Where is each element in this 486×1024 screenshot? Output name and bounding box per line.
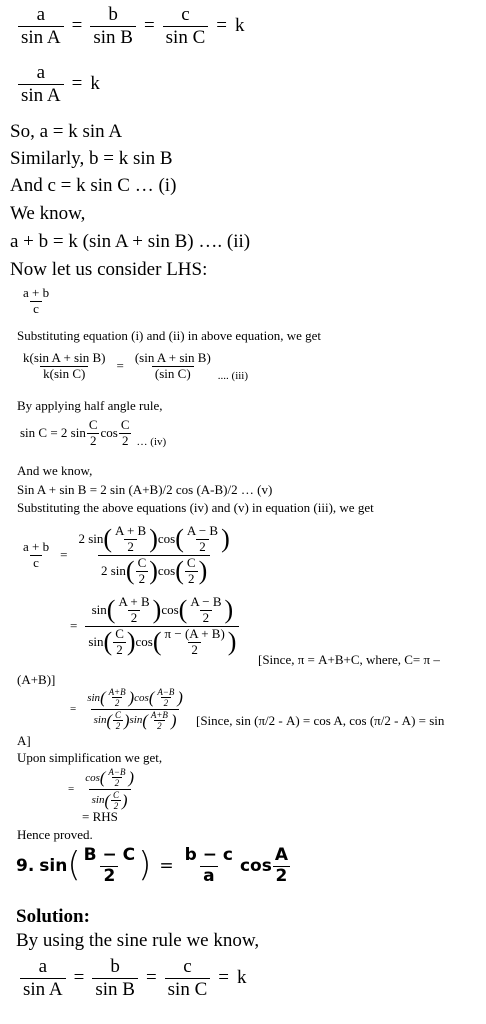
constant-k: k — [234, 15, 245, 37]
frac-c: C — [113, 789, 120, 800]
sin: sin — [91, 601, 107, 617]
q9-sin: sin — [39, 856, 68, 877]
a-plus-b: A + B — [115, 523, 147, 538]
frac-2: 2 — [100, 866, 118, 887]
numerator-c: c — [181, 4, 190, 25]
equation-viii: = sin ( $\frac{A+B}{2}$ ) cos ( $\frac{A-B}{2}$ ) sin ( $\frac{C}{2}$ ) sin ( $\frac{A+B}{2}$ ) — [62, 687, 186, 731]
equation-iv — [20, 418, 166, 449]
cos: cos — [157, 530, 176, 546]
eq7-note-cont: (A+B)] — [17, 672, 56, 687]
frac-2: 2 — [128, 610, 141, 626]
sin: sin — [129, 714, 143, 727]
line-so: So, a = k sin A — [10, 121, 123, 142]
cos: cos — [134, 691, 149, 704]
sine-rule-intro: By using the sine rule we know, — [16, 930, 260, 951]
b-minus-c: b − c — [184, 845, 233, 865]
eq7-big-fraction: sin ( $\frac{A + B}{2}$ ) cos ( $\frac{A - B}{2}$ ) sin ( $\frac{C}{2}$ ) cos ( $\frac{\pi - (A + B)}{2}$ ) — [85, 595, 239, 658]
a-plus-b: A + B — [118, 594, 150, 609]
denominator-sin-a: sin A — [20, 978, 66, 1001]
frac-c: C — [115, 709, 122, 720]
eq8-note: [Since, sin (π/2 - A) = cos A, cos (π/2 - A) = sin — [196, 713, 445, 728]
frac-c: C — [120, 417, 130, 432]
line-sum: a + b = k (sin A + sin B) …. (ii) — [10, 231, 251, 252]
frac-2: 2 — [113, 642, 126, 658]
sin: sin — [87, 691, 101, 704]
frac-2: 2 — [87, 433, 100, 449]
frac-2: 2 — [273, 866, 291, 887]
question-number: 9. — [16, 856, 35, 877]
q9-cos: cos — [239, 856, 272, 877]
a-plus-b: A+B — [150, 709, 168, 720]
eq4-tag: … (iv) — [136, 436, 167, 449]
line-now: Now let us consider LHS: — [10, 259, 208, 280]
equation-iii: $\frac{\text{k(sin A + sin B)}}{\text{k(sin C)}}$ = $\frac{\text{(sin A + sin B)}}{\text{(sin C)}}$ .... (iii) — [20, 350, 248, 382]
eq8-fraction: sin ( $\frac{A+B}{2}$ ) cos ( $\frac{A-B}{2}$ ) sin ( $\frac{C}{2}$ ) sin ( $\frac{A+B}{2}$ ) — [87, 687, 183, 732]
sin: sin — [93, 714, 107, 727]
cos: cos — [135, 633, 153, 649]
b-minus-c-angle: B − C — [83, 845, 136, 865]
cos: cos — [85, 771, 100, 784]
a-plus-b: A+B — [108, 687, 126, 697]
hence-proved-text: Hence proved. — [17, 827, 93, 842]
numerator-a: a — [38, 956, 48, 977]
equation-vii: = sin ( $\frac{A + B}{2}$ ) cos ( $\frac{A - B}{2}$ ) sin ( $\frac{C}{2}$ ) cos ( $\frac{\pi - (A + B)}{2}$ ) — [62, 595, 239, 658]
pi-minus-ab: π − (A + B) — [164, 625, 225, 641]
two-sin: 2 sin — [100, 562, 126, 578]
a-minus-b: A−B — [108, 767, 126, 777]
a-minus-b: A − B — [190, 594, 222, 609]
a-over-sin-a-equation: $\frac{a}{\text{sin A}}$ = k — [18, 62, 100, 107]
denominator-a: a — [200, 866, 217, 887]
solution-heading: Solution: — [16, 906, 90, 927]
eq7-note: [Since, π = A+B+C, where, C= π – — [258, 652, 440, 667]
eq9-fraction: cos ( $\frac{A-B}{2}$ ) sin ( $\frac{C}{2}$ ) — [85, 767, 134, 812]
frac-2: 2 — [113, 720, 124, 731]
denominator-sin-a: sin A — [18, 84, 64, 107]
sine-rule-equation-top: $\frac{a}{\text{sin A}}$ = $\frac{b}{\text{sin B}}$ = $\frac{c}{\text{sin C}}$ = k — [18, 4, 244, 49]
numerator-a: a — [36, 62, 46, 83]
cos: cos — [157, 562, 176, 578]
equation-vi: $\frac{a + b}{c}$ = 2 sin ( $\frac{A + B}{2}$ ) cos ( $\frac{A - B}{2}$ ) 2 sin ( $\frac{C}{2}$ ) cos ( $\frac{C}{2}$ ) — [20, 524, 233, 587]
frac-2: 2 — [188, 642, 201, 658]
eq3-num2: (sin A + sin B) — [134, 349, 211, 365]
rhs-text: = RHS — [82, 809, 118, 824]
numerator-c: c — [183, 956, 192, 977]
frac-2: 2 — [112, 777, 123, 788]
frac-c: C — [115, 625, 124, 641]
eq6-big-fraction: 2 sin ( $\frac{A + B}{2}$ ) cos ( $\frac{A - B}{2}$ ) 2 sin ( $\frac{C}{2}$ ) cos ( $\frac{C}{2}$ ) — [78, 523, 230, 586]
half-angle-text: By applying half angle rule, — [17, 398, 163, 413]
upon-simplification-text: Upon simplification we get, — [17, 750, 163, 765]
eq4-cos: cos — [100, 425, 118, 441]
frac-2: 2 — [154, 720, 165, 731]
angle-a: A — [274, 845, 289, 865]
cos: cos — [161, 601, 179, 617]
substitute-text-1: Substituting equation (i) and (ii) in above equation, we get — [17, 328, 321, 343]
line-similarly: Similarly, b = k sin B — [10, 148, 173, 169]
line-we-know: We know, — [10, 203, 86, 224]
a-minus-b: A − B — [186, 523, 219, 538]
eq4-lhs: sin C = 2 sin — [20, 425, 86, 441]
substitute-text-2: Substituting the above equations (iv) and (v) in equation (iii), we get — [17, 500, 374, 515]
equation-v: Sin A + sin B = 2 sin (A+B)/2 cos (A-B)/2 … (v) — [17, 482, 273, 497]
numerator-b: b — [108, 4, 118, 25]
sine-rule-equation-bottom: $\frac{a}{\text{sin A}}$ = $\frac{b}{\text{sin B}}$ = $\frac{c}{\text{sin C}}$ = k — [20, 956, 246, 1001]
question-9: 9. sin ( $\frac{B - C}{2}$ ) = $\frac{b - c}{a}$ cos $\frac{A}{2}$ — [16, 846, 291, 886]
numerator-a: a — [36, 4, 46, 25]
denominator-sin-c: sin C — [163, 26, 209, 49]
frac-2: 2 — [119, 433, 132, 449]
frac-c: C — [186, 554, 196, 570]
sin: sin — [88, 633, 104, 649]
frac-2: 2 — [185, 571, 198, 587]
sin: sin — [91, 794, 105, 807]
frac-2: 2 — [196, 539, 209, 555]
numerator-b: b — [110, 956, 120, 977]
eq3-tag: .... (iii) — [217, 370, 249, 382]
denominator-sin-c: sin C — [165, 978, 211, 1001]
frac-2: 2 — [200, 610, 213, 626]
lhs-fraction — [20, 286, 52, 317]
frac-c: C — [137, 554, 147, 570]
lhs-numerator: a + b — [23, 285, 50, 300]
eq3-den1: k(sin C) — [40, 366, 88, 382]
frac-2: 2 — [124, 539, 137, 555]
two-sin: 2 sin — [78, 530, 104, 546]
frac-2: 2 — [161, 697, 172, 708]
lhs-denominator: c — [30, 301, 42, 317]
denominator-sin-b: sin B — [92, 978, 138, 1001]
frac-2: 2 — [112, 697, 123, 708]
denominator-sin-a: sin A — [18, 26, 64, 49]
denominator-sin-b: sin B — [90, 26, 136, 49]
equation-ix: = cos ( $\frac{A-B}{2}$ ) sin ( $\frac{C}{2}$ ) — [60, 767, 137, 811]
a-minus-b: A−B — [157, 687, 175, 697]
line-and-c: And c = k sin C … (i) — [10, 175, 177, 196]
eq3-num1: k(sin A + sin B) — [23, 349, 106, 365]
lhs-numerator: a + b — [23, 538, 50, 554]
constant-k: k — [90, 73, 100, 95]
constant-k: k — [236, 967, 247, 989]
frac-c: C — [88, 417, 98, 432]
frac-2: 2 — [136, 571, 149, 587]
lhs-denominator: c — [30, 555, 42, 571]
eq3-den2: (sin C) — [152, 366, 194, 382]
and-we-know-text: And we know, — [17, 463, 93, 478]
frac-2: 2 — [111, 800, 122, 811]
eq8-note-cont: A] — [17, 733, 31, 748]
